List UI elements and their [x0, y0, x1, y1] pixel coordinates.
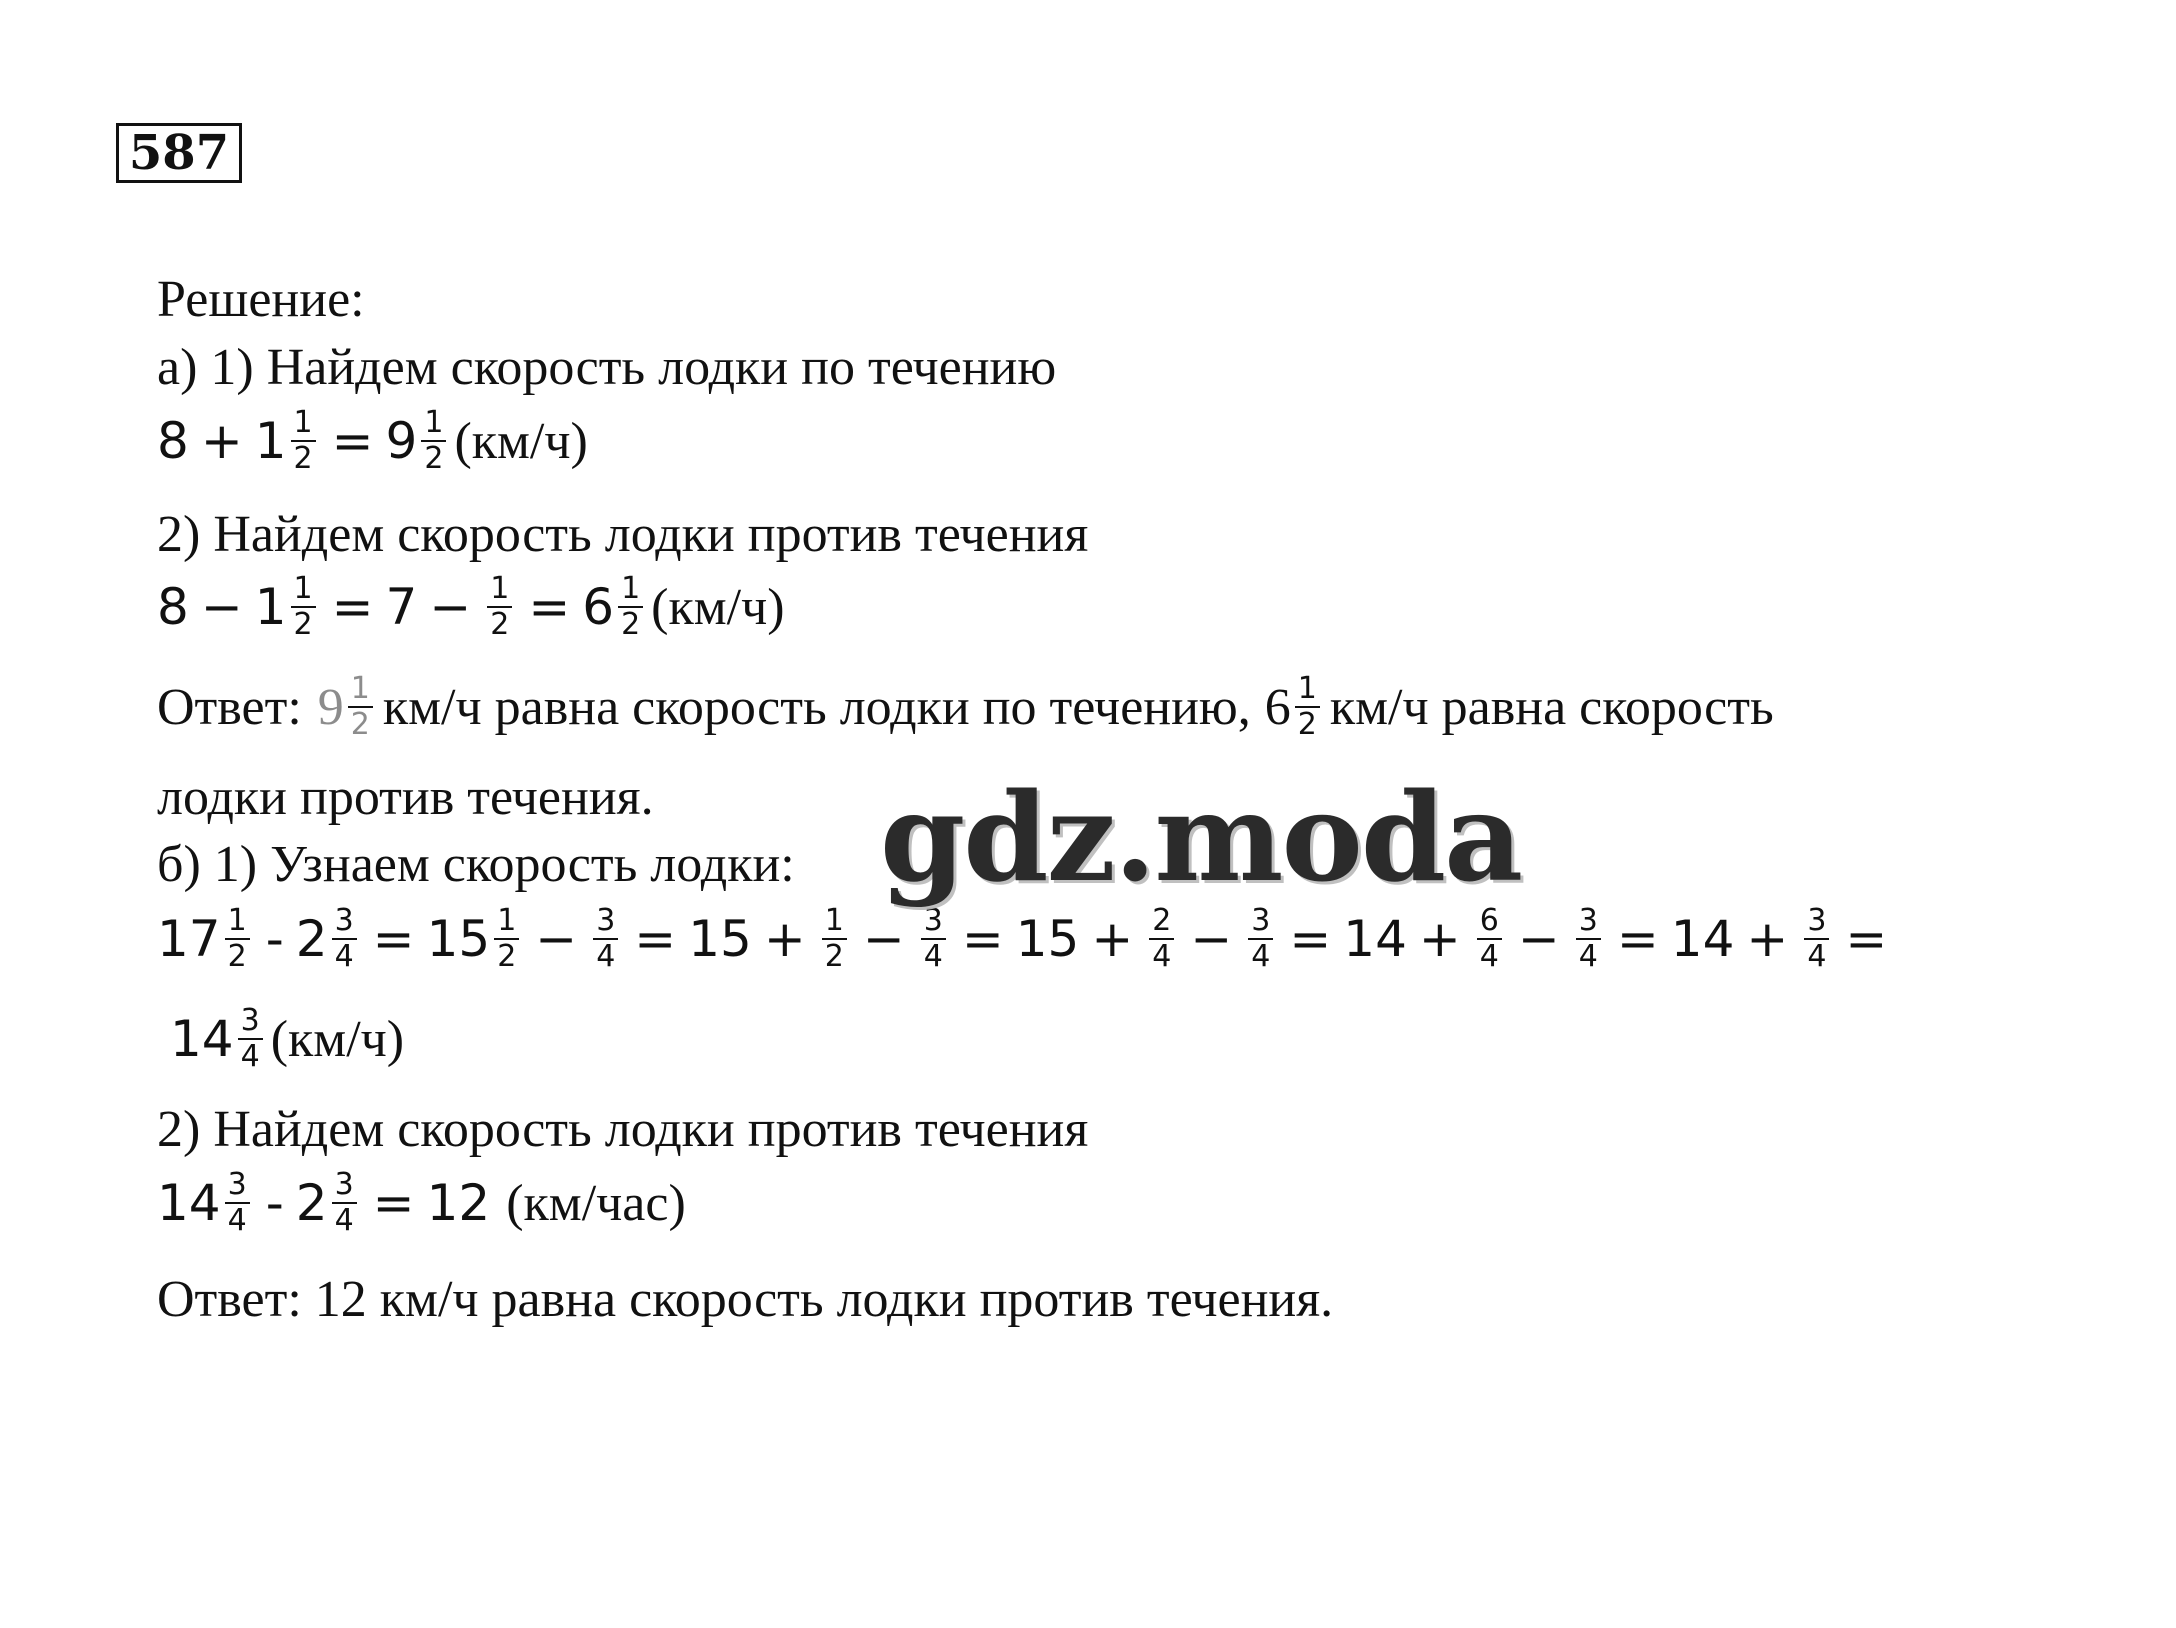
denominator: 4 [1251, 939, 1271, 974]
operator: + [1746, 910, 1789, 968]
fraction [421, 406, 446, 476]
unit-label: (км/ч) [270, 1010, 405, 1068]
numerator: 1 [291, 406, 316, 442]
whole-part: 6 [1264, 678, 1291, 736]
numerator: 3 [1804, 904, 1829, 940]
unit-label: (км/ч) [651, 578, 785, 636]
mixed-number [582, 572, 647, 642]
denominator: 4 [1479, 939, 1499, 974]
equals-sign: = [331, 412, 374, 470]
fraction [1295, 672, 1320, 742]
part-b-equation-1-continued [170, 1004, 404, 1074]
numerator: 1 [618, 572, 643, 608]
operator: + [1091, 910, 1134, 968]
denominator: 2 [621, 607, 641, 642]
fraction [225, 1168, 250, 1238]
whole-part: 9 [385, 412, 418, 470]
unit-label: (км/час) [506, 1174, 686, 1232]
numerator: 1 [348, 672, 373, 708]
numerator: 1 [487, 572, 512, 608]
numerator: 3 [593, 904, 618, 940]
denominator: 4 [1807, 939, 1827, 974]
part-b-equation-1 [157, 904, 1899, 974]
equals-sign: = [1616, 910, 1659, 968]
denominator: 4 [1578, 939, 1598, 974]
denominator: 2 [824, 939, 844, 974]
watermark-logo: gdz.moda [880, 765, 1522, 909]
numerator: 1 [291, 572, 316, 608]
term: 15 [1015, 910, 1080, 968]
fraction [348, 672, 373, 742]
equals-sign: = [961, 910, 1004, 968]
whole-part: 2 [295, 910, 328, 968]
denominator: 2 [293, 441, 313, 476]
answer-prefix: Ответ: [157, 678, 302, 736]
fraction [332, 1168, 357, 1238]
unit-label: (км/ч) [454, 412, 588, 470]
operator: − [429, 578, 472, 636]
part-b-equation-2 [157, 1168, 686, 1238]
denominator: 4 [1152, 939, 1172, 974]
operator: + [200, 412, 243, 470]
denominator: 4 [334, 1203, 354, 1238]
denominator: 4 [923, 939, 943, 974]
whole-part: 2 [295, 1174, 328, 1232]
part-a-step2-label: 2) Найдем скорость лодки против течения [157, 506, 1089, 563]
whole-part: 14 [170, 1010, 234, 1068]
denominator: 2 [293, 607, 313, 642]
numerator: 1 [1295, 672, 1320, 708]
numerator: 3 [1248, 904, 1273, 940]
numerator: 1 [822, 904, 847, 940]
part-a-step1-label: а) 1) Найдем скорость лодки по течению [157, 339, 1057, 396]
denominator: 4 [334, 939, 354, 974]
fraction [494, 904, 519, 974]
operator: − [862, 910, 905, 968]
mixed-number [427, 904, 524, 974]
equals-sign: = [372, 910, 415, 968]
term: 8 [157, 412, 189, 470]
fraction [1248, 904, 1273, 974]
solution-heading: Решение: [157, 271, 365, 328]
operator: − [535, 910, 578, 968]
numerator: 1 [494, 904, 519, 940]
denominator: 2 [497, 939, 517, 974]
whole-part: 15 [426, 910, 491, 968]
numerator: 3 [238, 1004, 263, 1040]
mixed-number [1265, 672, 1324, 742]
numerator: 3 [332, 904, 357, 940]
fraction [1149, 904, 1174, 974]
operator: + [763, 910, 806, 968]
part-a-answer-line-1 [157, 672, 1774, 742]
equals-sign: = [528, 578, 571, 636]
equals-sign: = [634, 910, 677, 968]
denominator: 2 [490, 607, 510, 642]
whole-part: 9 [317, 678, 344, 736]
operator: - [265, 910, 284, 968]
numerator: 2 [1149, 904, 1174, 940]
part-a-equation-1 [157, 406, 588, 476]
denominator: 2 [1297, 707, 1317, 742]
whole-part: 6 [582, 578, 615, 636]
mixed-number [296, 1168, 361, 1238]
mixed-number [255, 572, 320, 642]
term: 14 [1343, 910, 1407, 968]
part-b-step1-label: б) 1) Узнаем скорость лодки: [157, 836, 795, 893]
whole-part: 14 [157, 1174, 221, 1232]
numerator: 6 [1477, 904, 1502, 940]
part-a-answer-line-2: лодки против течения. [157, 769, 654, 826]
fraction [1576, 904, 1601, 974]
whole-part: 1 [254, 578, 287, 636]
whole-part: 1 [254, 412, 287, 470]
equals-sign: = [1289, 910, 1332, 968]
numerator: 3 [225, 1168, 250, 1204]
mixed-number [170, 1004, 267, 1074]
fraction [822, 904, 847, 974]
equals-sign: = [331, 578, 374, 636]
task-number-box: 587 [116, 123, 242, 183]
mixed-number [255, 406, 320, 476]
term: 8 [157, 578, 189, 636]
operator: − [200, 578, 243, 636]
fraction [1804, 904, 1829, 974]
mixed-number [157, 1168, 254, 1238]
operator: - [265, 1174, 284, 1232]
fraction [487, 572, 512, 642]
part-b-answer: Ответ: 12 км/ч равна скорость лодки против течения. [157, 1271, 1334, 1328]
numerator: 3 [1576, 904, 1601, 940]
denominator: 2 [424, 441, 444, 476]
fraction [618, 572, 643, 642]
mixed-number [296, 904, 361, 974]
mixed-number [157, 904, 254, 974]
operator: + [1418, 910, 1461, 968]
mixed-number [318, 672, 377, 742]
denominator: 4 [596, 939, 616, 974]
denominator: 4 [227, 1203, 247, 1238]
fraction [225, 904, 250, 974]
fraction [593, 904, 618, 974]
numerator: 1 [225, 904, 250, 940]
equals-sign: = [372, 1174, 415, 1232]
term: 7 [385, 578, 418, 636]
fraction [291, 572, 316, 642]
numerator: 3 [332, 1168, 357, 1204]
denominator: 2 [227, 939, 247, 974]
operator: − [1517, 910, 1560, 968]
term: 14 [1670, 910, 1735, 968]
fraction [291, 406, 316, 476]
operator: − [1190, 910, 1233, 968]
part-b-step2-label: 2) Найдем скорость лодки против течения [157, 1101, 1089, 1158]
equals-sign: = [1845, 910, 1888, 968]
numerator: 3 [921, 904, 946, 940]
fraction [921, 904, 946, 974]
part-a-equation-2 [157, 572, 785, 642]
answer-text: км/ч равна скорость лодки по течению, [382, 678, 1251, 736]
whole-part: 17 [157, 910, 221, 968]
denominator: 4 [240, 1039, 260, 1074]
answer-text: км/ч равна скорость [1329, 678, 1774, 736]
fraction [238, 1004, 263, 1074]
denominator: 2 [350, 707, 370, 742]
term: 15 [688, 910, 752, 968]
fraction [1477, 904, 1502, 974]
numerator: 1 [421, 406, 446, 442]
result-value: 12 [426, 1174, 491, 1232]
fraction [332, 904, 357, 974]
mixed-number [386, 406, 451, 476]
